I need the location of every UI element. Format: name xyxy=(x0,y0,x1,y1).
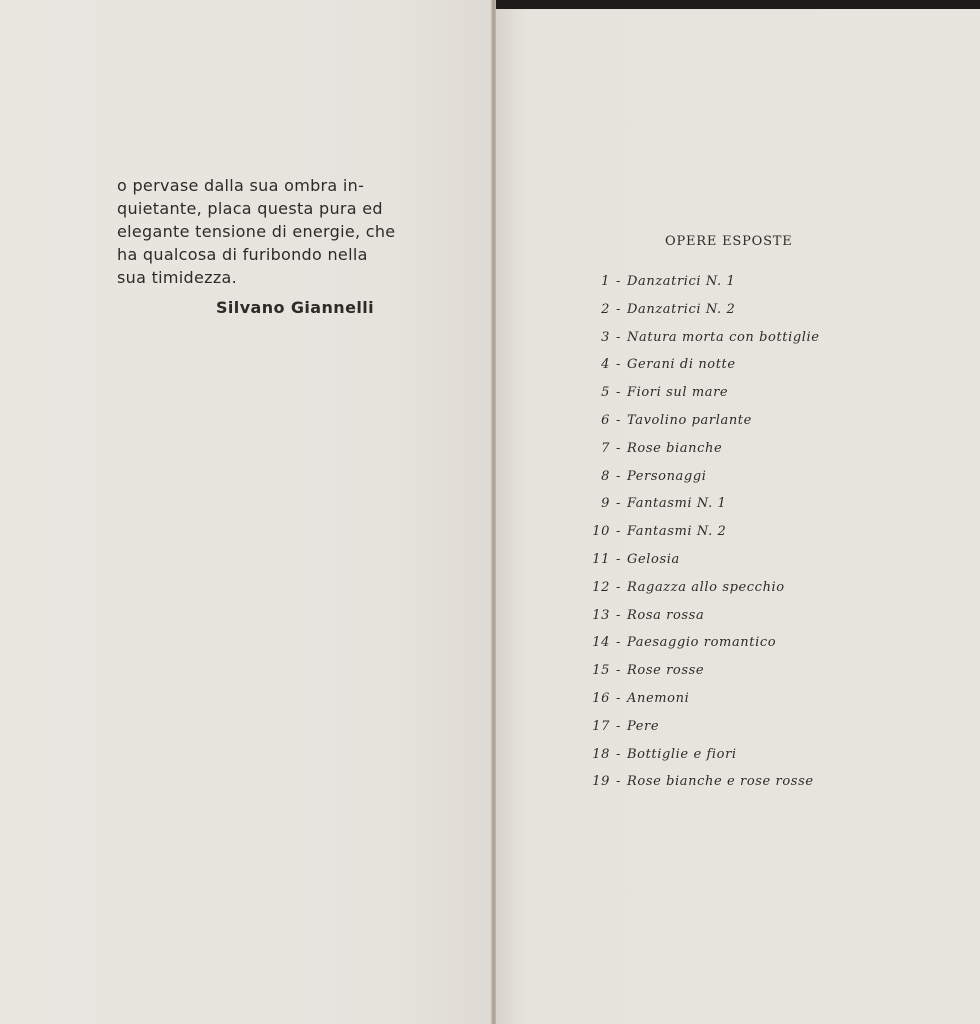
work-item xyxy=(588,357,820,385)
work-item xyxy=(588,441,820,469)
work-number: 13 xyxy=(592,607,610,623)
work-number: 14 xyxy=(592,635,610,651)
work-title: Fantasmi N. 2 xyxy=(627,524,727,540)
separator: - xyxy=(616,440,621,456)
separator: - xyxy=(616,607,621,623)
work-item xyxy=(588,608,820,636)
work-number: 4 xyxy=(601,357,610,373)
work-number: 9 xyxy=(601,496,610,512)
work-item xyxy=(588,552,820,580)
work-title: Paesaggio romantico xyxy=(627,635,777,651)
work-title: Rosa rossa xyxy=(627,607,705,623)
work-title: Natura morta con bottiglie xyxy=(627,329,820,345)
essay-paragraph xyxy=(117,174,397,289)
background-edge xyxy=(492,0,980,9)
separator: - xyxy=(616,496,621,512)
separator: - xyxy=(616,690,621,706)
work-item xyxy=(588,691,820,719)
work-item xyxy=(588,580,820,608)
work-number: 1 xyxy=(601,274,610,289)
work-number: 7 xyxy=(601,440,610,456)
work-number: 17 xyxy=(592,718,610,734)
work-number: 8 xyxy=(601,468,610,484)
separator: - xyxy=(616,718,621,734)
work-item xyxy=(588,274,820,302)
essay-line: quietante, placa questa pura ed xyxy=(117,199,383,218)
work-number: 3 xyxy=(601,329,610,345)
separator: - xyxy=(616,301,621,317)
separator: - xyxy=(616,357,621,373)
work-number: 11 xyxy=(592,551,610,567)
separator: - xyxy=(616,524,621,540)
work-item xyxy=(588,302,820,330)
work-item xyxy=(588,524,820,552)
work-title: Fantasmi N. 1 xyxy=(627,496,727,512)
essay-line: o pervase dalla sua ombra in- xyxy=(117,176,365,195)
separator: - xyxy=(616,746,621,762)
work-number: 12 xyxy=(592,579,610,595)
work-item xyxy=(588,635,820,663)
work-item xyxy=(588,663,820,691)
work-number: 15 xyxy=(592,663,610,679)
work-item xyxy=(588,774,820,802)
work-title: Gelosia xyxy=(627,551,680,567)
work-title: Danzatrici N. 2 xyxy=(627,301,736,317)
work-number: 19 xyxy=(592,774,610,790)
work-number: 10 xyxy=(592,524,610,540)
separator: - xyxy=(616,468,621,484)
separator: - xyxy=(616,663,621,679)
work-item xyxy=(588,413,820,441)
work-title: Tavolino parlante xyxy=(627,412,752,428)
work-number: 18 xyxy=(592,746,610,762)
work-item xyxy=(588,496,820,524)
work-title: Personaggi xyxy=(627,468,707,484)
separator: - xyxy=(616,385,621,401)
work-item xyxy=(588,330,820,358)
work-item xyxy=(588,385,820,413)
work-number: 16 xyxy=(592,690,610,706)
work-title: Rose bianche e rose rosse xyxy=(627,774,814,790)
work-item xyxy=(588,469,820,497)
essay-line: ha qualcosa di furibondo nella xyxy=(117,245,368,264)
work-title: Ragazza allo specchio xyxy=(627,579,785,595)
separator: - xyxy=(616,774,621,790)
work-number: 5 xyxy=(601,385,610,401)
work-title: Rose rosse xyxy=(627,663,705,679)
essay-line: elegante tensione di energie, che xyxy=(117,222,396,241)
work-title: Fiori sul mare xyxy=(627,385,729,401)
works-list-title: OPERE ESPOSTE xyxy=(665,234,793,249)
work-title: Gerani di notte xyxy=(627,357,736,373)
separator: - xyxy=(616,635,621,651)
work-title: Anemoni xyxy=(627,690,690,706)
works-list xyxy=(588,274,820,802)
separator: - xyxy=(616,412,621,428)
author-signature: Silvano Giannelli xyxy=(216,298,374,317)
work-title: Bottiglie e fiori xyxy=(627,746,737,762)
work-number: 2 xyxy=(601,301,610,317)
work-title: Danzatrici N. 1 xyxy=(627,274,736,289)
separator: - xyxy=(616,274,621,289)
separator: - xyxy=(616,329,621,345)
separator: - xyxy=(616,551,621,567)
work-title: Pere xyxy=(627,718,660,734)
work-item xyxy=(588,747,820,775)
separator: - xyxy=(616,579,621,595)
work-title: Rose bianche xyxy=(627,440,723,456)
essay-line: sua timidezza. xyxy=(117,268,238,287)
work-number: 6 xyxy=(601,412,610,428)
work-item xyxy=(588,719,820,747)
